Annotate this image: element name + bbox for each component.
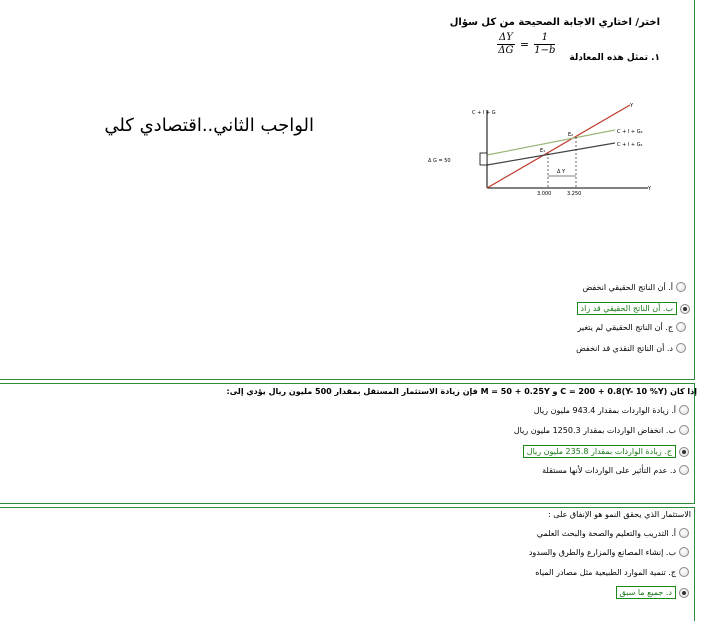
- q1-option-a-label: أ. أن الناتج الحقيقي انخفض: [582, 282, 673, 292]
- question-2-panel: [0, 383, 695, 504]
- q2-option-d[interactable]: [542, 465, 689, 475]
- formula-lhs-den: ΔG: [498, 45, 514, 56]
- q3-option-c-label: ج. تنمية الموارد الطبيعية مثل مصادر المياه: [535, 567, 676, 577]
- q2-option-d-label: د. عدم التأثير على الواردات لأنها مستقلة: [542, 465, 676, 475]
- radio-button[interactable]: [679, 405, 689, 415]
- radio-button-selected[interactable]: [679, 588, 689, 598]
- q2-option-c-label: ج. زيادة الواردات بمقدار 235.8 مليون ريال: [523, 445, 676, 458]
- radio-button[interactable]: [679, 547, 689, 557]
- point-e1-label: E₁: [540, 148, 546, 154]
- radio-button[interactable]: [679, 528, 689, 538]
- delta-g-bracket: [480, 153, 487, 165]
- q2-option-a-label: أ. زيادة الواردات بمقدار 943.4 مليون ريال: [533, 405, 676, 415]
- formula-rhs-den: 1−b: [534, 45, 556, 56]
- question-2-text: إذا كان C = 200 + 0.8(Y- 10 %Y) و M = 50 + 0.25Y فإن زيادة الاستثمار المستقل بمقدار 500 مليون ريال يؤدي إلى:: [226, 387, 697, 396]
- keynesian-cross-graph: [420, 100, 660, 200]
- formula-rhs: [534, 32, 555, 57]
- q3-option-b-label: ب. إنشاء المصانع والمزارع والطرق والسدود: [528, 547, 676, 557]
- x-tick-2: 3.250: [567, 191, 582, 197]
- question-3-text: الاستثمار الذي يحقق النمو هو الإنفاق على :: [548, 510, 691, 519]
- line-cig1: [487, 143, 615, 165]
- radio-button-selected[interactable]: [679, 447, 689, 457]
- x-axis-label: Y: [648, 186, 652, 192]
- radio-button-selected[interactable]: [680, 304, 690, 314]
- q2-option-b-label: ب. انخفاض الواردات بمقدار 1250.3 مليون ريال: [513, 425, 676, 435]
- line-45-degree: [487, 105, 630, 188]
- q3-option-b[interactable]: [529, 547, 689, 557]
- radio-button[interactable]: [679, 567, 689, 577]
- line-cig1-label: C + I + G₁: [617, 142, 643, 148]
- q1-option-d-label: د. أن الناتج النقدي قد انخفض: [576, 343, 673, 353]
- formula-eq: =: [519, 38, 530, 51]
- formula-lhs: [497, 32, 515, 57]
- q3-option-d-label: د. جميع ما سبق: [616, 586, 677, 599]
- q3-option-c[interactable]: [535, 567, 689, 577]
- x-tick-1: 3.000: [537, 191, 552, 197]
- y-axis-label: C + I + G: [472, 110, 496, 116]
- q3-option-a-label: أ. التدريب والتعليم والصحة والبحث العلمي: [536, 528, 676, 538]
- q1-option-a[interactable]: [583, 282, 686, 292]
- homework-title: الواجب الثاني..اقتصادي كلي: [104, 115, 314, 136]
- question-1-label: ١. تمثل هذه المعادلة: [569, 53, 660, 63]
- formula-rhs-num: 1: [534, 32, 555, 45]
- q3-option-d[interactable]: [616, 586, 690, 599]
- formula-lhs-num: ΔY: [499, 32, 513, 43]
- question-1-text: [569, 53, 660, 63]
- radio-button[interactable]: [676, 322, 686, 332]
- q1-option-c[interactable]: [577, 322, 686, 332]
- q3-option-a[interactable]: [537, 528, 689, 538]
- q1-option-b-label: ب. أن الناتج الحقيقي قد زاد: [577, 302, 677, 315]
- question-3-panel: [0, 507, 695, 621]
- q2-option-a[interactable]: [534, 405, 689, 415]
- q2-option-b[interactable]: [514, 425, 689, 435]
- line-45-label: Y: [630, 103, 634, 109]
- radio-button[interactable]: [676, 343, 686, 353]
- q1-option-c-label: ج. أن الناتج الحقيقي لم يتغير: [577, 322, 673, 332]
- delta-g-label: Δ G = 50: [428, 158, 451, 164]
- q2-option-c[interactable]: [523, 445, 689, 458]
- radio-button[interactable]: [679, 425, 689, 435]
- delta-y-label: Δ Y: [557, 169, 566, 175]
- radio-button[interactable]: [679, 465, 689, 475]
- q1-option-b[interactable]: [577, 302, 690, 315]
- line-cig2-label: C + I + G₂: [617, 129, 643, 135]
- radio-button[interactable]: [676, 282, 686, 292]
- multiplier-formula: [497, 32, 555, 57]
- q1-option-d[interactable]: [576, 343, 686, 353]
- point-e2-label: E₂: [568, 132, 574, 138]
- instruction-text: اختر/ اختاري الاجابة الصحيحة من كل سؤال: [449, 17, 660, 28]
